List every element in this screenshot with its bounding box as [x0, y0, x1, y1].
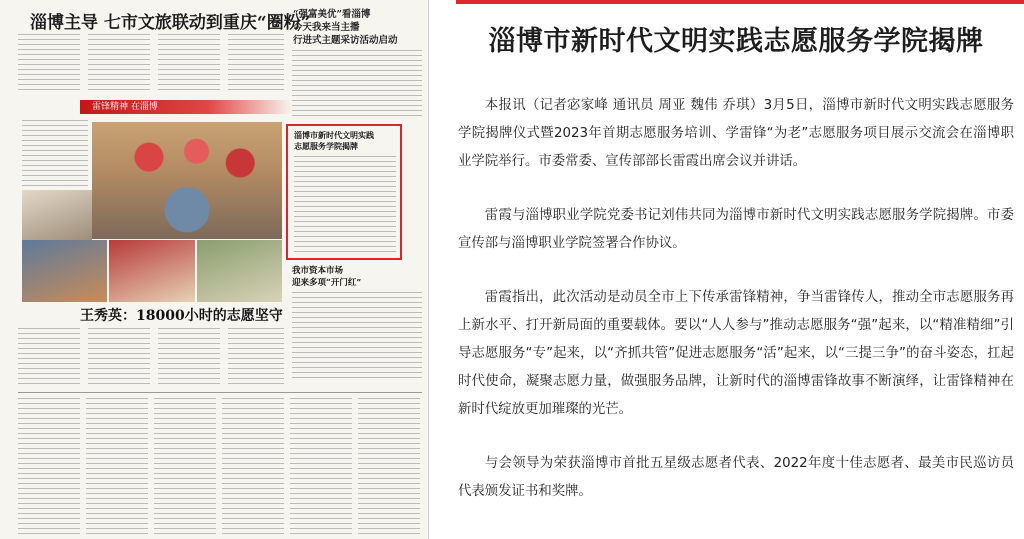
side-headline-line: 行进式主题采访活动启动	[293, 35, 398, 46]
article-paragraph: 与会领导为荣获淄博市首批五星级志愿者代表、2022年度十佳志愿者、最美市民巡访员代表颁发证书和奖牌。	[458, 456, 1014, 499]
sub-headline-line: 我市资本市场	[292, 266, 344, 276]
newspaper-feature-title: 王秀英：18000小时的志愿坚守	[80, 308, 283, 324]
photo-thumb	[22, 240, 107, 302]
newspaper-section-banner: 雷锋精神 在淄博	[80, 100, 292, 114]
text-column	[358, 398, 420, 534]
text-column	[88, 328, 150, 388]
photo-thumb	[197, 240, 282, 302]
newspaper-masthead: 淄博主导 七市文旅联动到重庆“圈粉”	[30, 13, 311, 33]
sub-headline-line: 迎来多项“开门红”	[292, 278, 362, 288]
text-column	[292, 50, 422, 116]
side-photo	[22, 190, 92, 240]
text-column	[18, 328, 80, 388]
text-column	[294, 156, 396, 252]
side-headline-line: 今天我来当主播	[293, 22, 360, 33]
newspaper-page-image	[0, 0, 429, 539]
text-column	[86, 398, 148, 534]
accent-bar	[456, 0, 1024, 4]
text-column	[154, 398, 216, 534]
text-column	[222, 398, 284, 534]
article-title: 淄博市新时代文明实践志愿服务学院揭牌	[488, 26, 984, 57]
article-body	[458, 92, 1014, 532]
article-paragraph: 雷霞与淄博职业学院党委书记刘伟共同为淄博市新时代文明实践志愿服务学院揭牌。市委宣传部与淄博职业学院签署合作协议。	[458, 208, 1014, 251]
highlight-title-line: 志愿服务学院揭牌	[294, 141, 358, 151]
highlighted-article-title	[294, 130, 374, 152]
article-paragraph: 本报讯（记者宓家峰 通讯员 周亚 魏伟 乔琪）3月5日，淄博市新时代文明实践志愿服务学院揭牌仪式暨2023年首期志愿服务培训、学雷锋“为老”志愿服务项目展示交流会在淄博职业学院举行。市委常委、宣传部部长雷霞出席会议并讲话。	[458, 98, 1014, 169]
text-column	[292, 292, 422, 382]
newspaper-side-headline	[293, 8, 423, 47]
text-column	[158, 34, 220, 94]
text-column	[18, 34, 80, 94]
article-panel	[432, 0, 1024, 539]
side-headline-line: “强富美优”看淄博	[293, 9, 371, 20]
photo-strip	[22, 240, 282, 302]
text-column	[228, 328, 284, 388]
article-paragraph: 雷霞指出，此次活动是动员全市上下传承雷锋精神，争当雷锋传人，推动全市志愿服务再上新水平、打开新局面的重要载体。要以“人人参与”推动志愿服务“强”起来，以“精准精细”引导志愿服务“专”起来，以“齐抓共管”促进志愿服务“活”起来，以“三提三争”的奋斗姿态，扛起时代使命，凝聚志愿力量，做强服务品牌，让新时代的淄博雷锋故事不断演绎，让雷锋精神在新时代绽放更加璀璨的光芒。	[458, 290, 1014, 417]
text-column	[18, 398, 80, 534]
text-column	[228, 34, 284, 94]
highlight-title-line: 淄博市新时代文明实践	[294, 130, 374, 140]
volunteer-photo	[92, 122, 282, 239]
text-column	[22, 120, 88, 188]
column-divider	[18, 392, 422, 393]
newspaper-sub-headline	[292, 265, 361, 289]
text-column	[88, 34, 150, 94]
text-column	[290, 398, 352, 534]
text-column	[158, 328, 220, 388]
photo-thumb	[109, 240, 194, 302]
